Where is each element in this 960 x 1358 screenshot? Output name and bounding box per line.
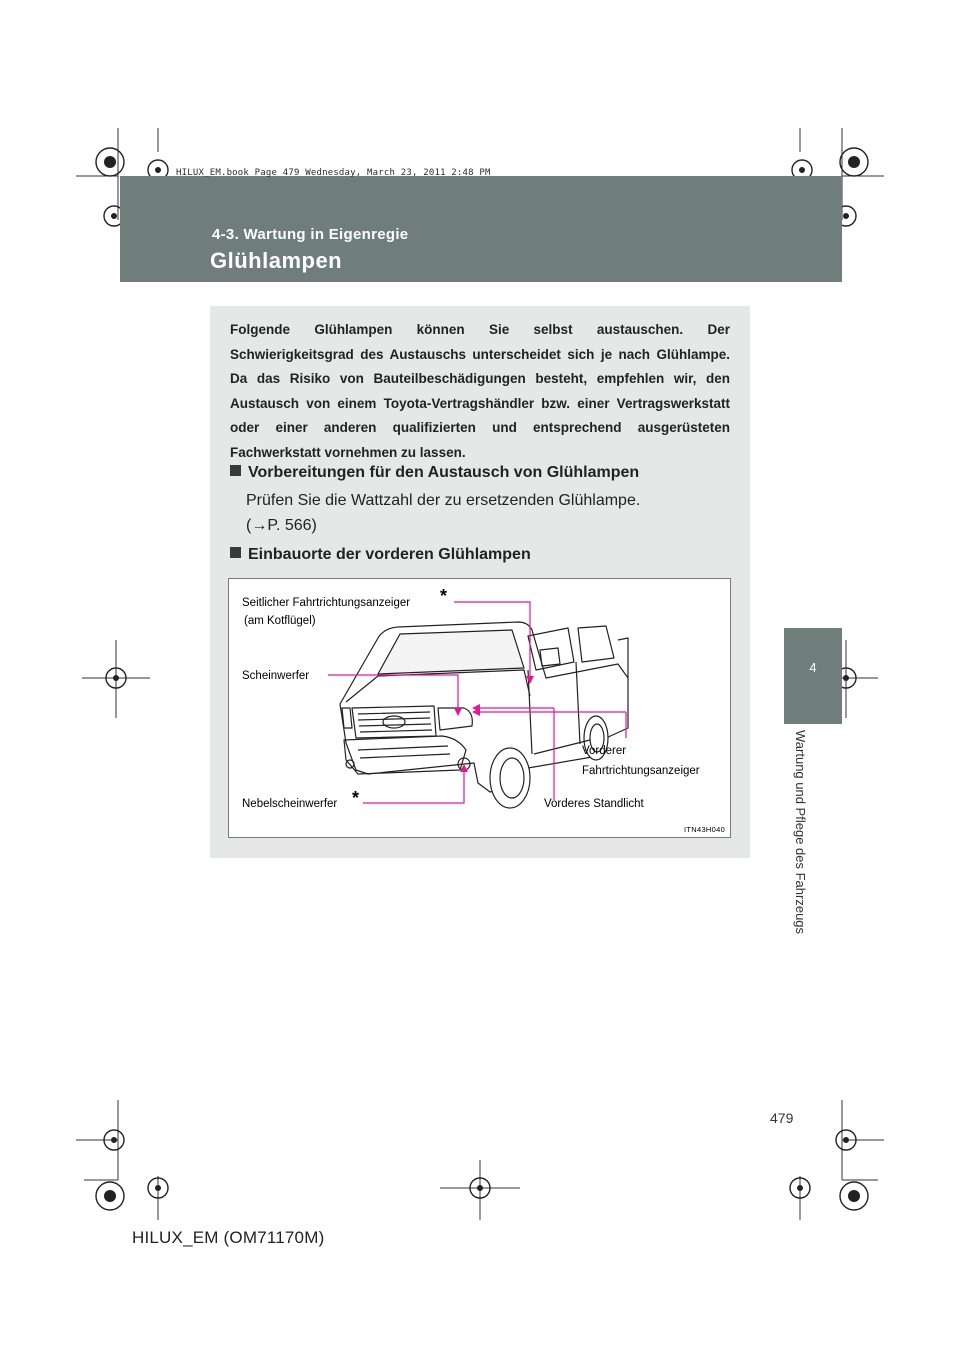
- intro-paragraph: Folgende Glühlampen können Sie selbst austauschen. Der Schwierigkeitsgrad des Austauschs unterscheidet sich je nach Glühlampe. Da das Risiko von Bauteilbeschädigungen besteht, empfehlen wir, den Austausch von einem Toyota-Vertragshändler bzw. einer Vertragswerkstatt oder einer anderen qualifizierten und entsprechend ausgerüsteten Fachwerkstatt vornehmen zu lassen.: [230, 322, 730, 460]
- chapter-number: 4: [809, 660, 817, 675]
- page-number: 479: [770, 1110, 794, 1126]
- callout-side-indicator: Seitlicher Fahrtrichtungsanzeiger: [242, 597, 411, 609]
- chapter-tab: [784, 628, 842, 724]
- book-stamp: HILUX_EM.book Page 479 Wednesday, March 23, 2011 2:48 PM: [176, 168, 491, 178]
- subheading-locations-text: Einbauorte der vorderen Glühlampen: [248, 546, 531, 563]
- subheading-preparation: [230, 464, 639, 482]
- asterisk-fog-light: *: [352, 788, 360, 808]
- callout-front-indicator-line-1: Vorderer: [582, 745, 627, 757]
- callout-headlight: Scheinwerfer: [242, 670, 310, 682]
- chapter-side-title: Wartung und Pflege des Fahrzeugs: [793, 730, 808, 935]
- callout-side-indicator-note: (am Kotflügel): [244, 615, 316, 627]
- preparation-text: [246, 488, 640, 538]
- asterisk-side-indicator: *: [440, 586, 448, 606]
- truck-illustration: [340, 622, 628, 808]
- document-code: HILUX_EM (OM71170M): [132, 1228, 325, 1247]
- subheading-locations: [230, 546, 531, 564]
- callout-position-light: Vorderes Standlicht: [544, 798, 644, 810]
- callout-front-indicator-line-2: Fahrtrichtungsanzeiger: [582, 765, 700, 777]
- square-bullet-icon: [230, 465, 241, 476]
- preparation-line-1: Prüfen Sie die Wattzahl der zu ersetzenden Glühlampe.: [246, 492, 641, 509]
- figure-code: ITN43H040: [684, 825, 726, 834]
- square-bullet-icon: [230, 547, 241, 558]
- page-title: Glühlampen: [210, 248, 343, 273]
- pickup-truck-figure: [228, 578, 731, 838]
- subheading-preparation-text: Vorbereitungen für den Austausch von Glühlampen: [248, 464, 640, 481]
- callout-fog-light: Nebelscheinwerfer: [242, 798, 338, 810]
- section-label: 4-3. Wartung in Eigenregie: [212, 226, 409, 243]
- page-reference-link[interactable]: (→P. 566): [246, 517, 317, 534]
